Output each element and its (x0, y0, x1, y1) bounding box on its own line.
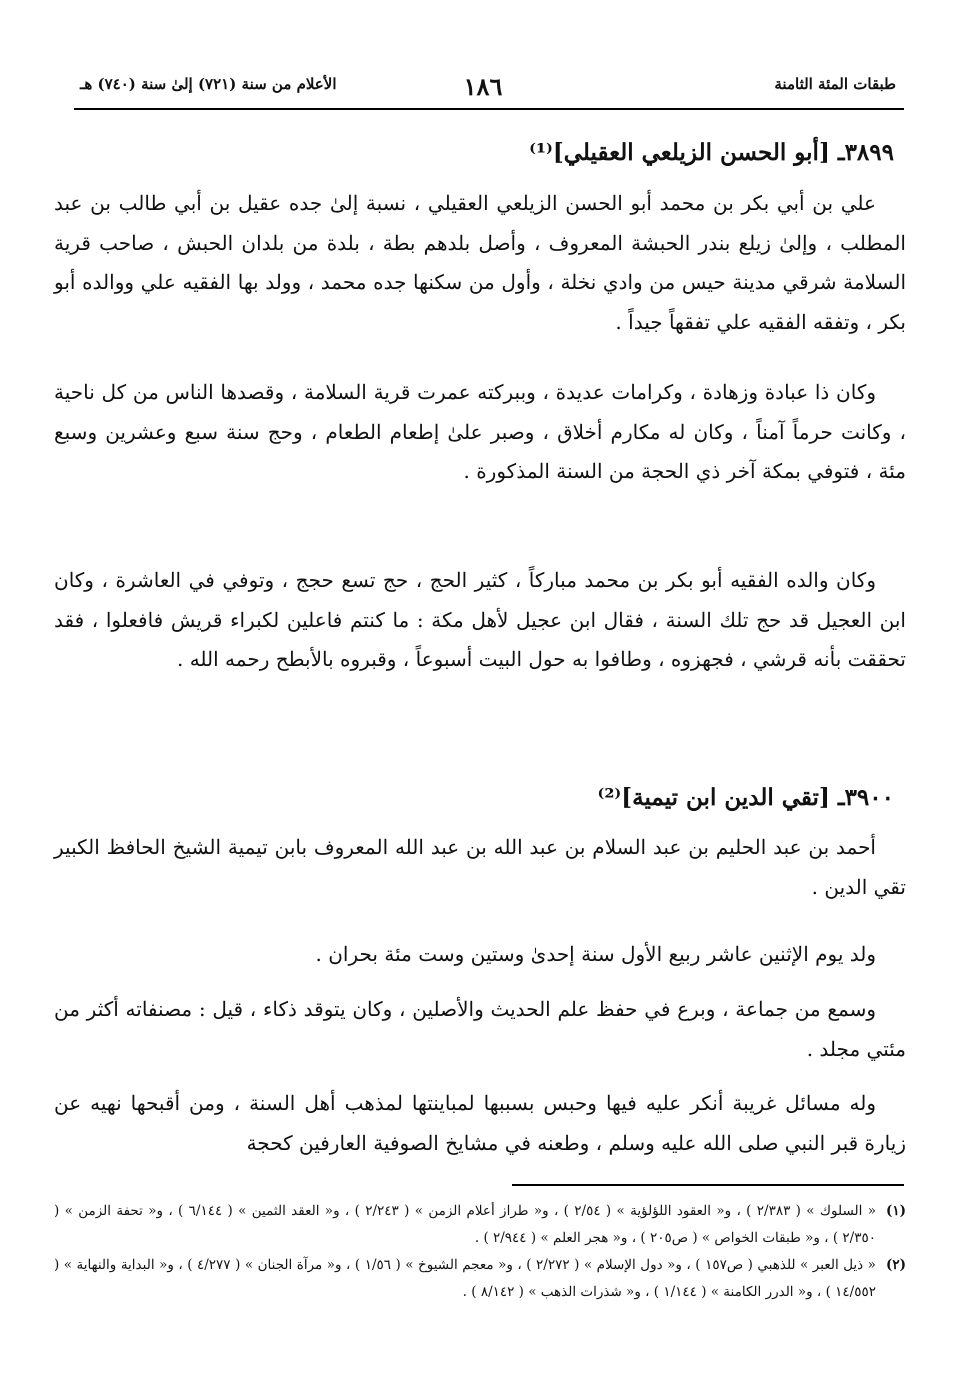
footnotes (54, 1198, 906, 1306)
running-header-section: طبقات المئة الثامنة (774, 75, 896, 93)
paragraph: وكان ذا عبادة وزهادة ، وكرامات عديدة ، وببركته عمرت قرية السلامة ، وقصدها الناس من كل ناحية ، وكانت حرماً آمناً ، وكان له مكارم أخلاق ، وصبر علىٰ إطعام الطعام ، وحج سنة سبع وعشرين وسبع مئة ، فتوفي بمكة آخر ذي الحجة من السنة المذكورة . (54, 380, 906, 483)
entry-3899-body-2 (54, 373, 906, 492)
entry-heading: ٣٩٠٠ـ [تقي الدين ابن تيمية]⁽²⁾ (597, 784, 894, 811)
footnote-divider (512, 1184, 904, 1186)
entry-3900-body-3 (54, 990, 906, 1069)
page-number: ١٨٦ (463, 72, 503, 101)
entry-3899-body (54, 184, 906, 342)
footnote (54, 1198, 906, 1252)
entry-3900-body (54, 828, 906, 907)
paragraph: وله مسائل غريبة أنكر عليه فيها وحبس بسببها لمباينتها لمذهب أهل السنة ، ومن أقبحها نهيه عن زيارة قبر النبي صلى الله عليه وسلم ، وطعنه في مشايخ الصوفية العارفين كحجة (54, 1091, 906, 1155)
paragraph: وكان والده الفقيه أبو بكر بن محمد مباركاً ، كثير الحج ، حج تسع حجج ، وتوفي في العاشرة ، وكان ابن العجيل قد حج تلك السنة ، فقال ابن عجيل لأهل مكة : ما كنتم فاعلين لكبراء قريش فافعلوا ، فقد تحققت بأنه قرشي ، فجهزوه ، وطافوا به حول البيت أسبوعاً ، وقبروه بالأبطح رحمه الله . (54, 568, 906, 671)
footnote-text: « ذيل العبر » للذهبي ( ص١٥٧ ) ، و« دول الإسلام » ( ٢/٢٧٢ ) ، و« معجم الشيوخ » ( ١/٥٦ ) ، و« مرآة الجنان » ( ٤/٢٧٧ ) ، و« البداية والنهاية » ( ١٤/٥٥٢ ) ، و« الدرر الكامنة » ( ١/١٤٤ ) ، و« شذرات الذهب » ( ٨/١٤٢ ) . (54, 1257, 876, 1300)
paragraph: ولد يوم الإثنين عاشر ربيع الأول سنة إحدىٰ وستين وست مئة بحران . (315, 942, 876, 966)
footnote-number: (١) (885, 1203, 906, 1219)
running-header-range: الأعلام من سنة (٧٢١) إلىٰ سنة (٧٤٠) هـ (80, 75, 337, 93)
paragraph: علي بن أبي بكر بن محمد أبو الحسن الزيلعي العقيلي ، نسبة إلىٰ جده عقيل بن أبي طالب بن عبد المطلب ، وإلىٰ زيلع بندر الحبشة المعروف ، وأصل بلدهم بطة ، بلدة من بلدان الحبش ، صاحب قرية السلامة شرقي مدينة حيس من وادي نخلة ، وأول من سكنها جده محمد ، وولد بها الفقيه علي ووالده أبو بكر ، وتفقه الفقيه علي تفقهاً جيداً . (54, 191, 906, 334)
footnote-text: « السلوك » ( ٢/٣٨٣ ) ، و« العقود اللؤلؤية » ( ٢/٥٤ ) ، و« طراز أعلام الزمن » ( ٢/٢٤٣ ) ، و« العقد الثمين » ( ٦/١٤٤ ) ، و« تحفة الزمن » ( ٢/٣٥٠ ) ، و« طبقات الخواص » ( ص٢٠٥ ) ، و« هجر العلم » ( ٢/٩٤٤ ) . (54, 1203, 876, 1246)
paragraph: وسمع من جماعة ، وبرع في حفظ علم الحديث والأصلين ، وكان يتوقد ذكاء ، قيل : مصنفاته أكثر من مئتي مجلد . (54, 997, 906, 1061)
entry-3899-body-3 (54, 561, 906, 680)
entry-heading: ٣٨٩٩ـ [أبو الحسن الزيلعي العقيلي]⁽¹⁾ (529, 139, 894, 166)
entry-3900-body-4 (54, 1084, 906, 1163)
paragraph: أحمد بن عبد الحليم بن عبد السلام بن عبد الله بن عبد الله المعروف بابن تيمية الشيخ الحافظ الكبير تقي الدين . (54, 835, 906, 899)
footnote-number: (٢) (885, 1257, 906, 1273)
entry-3900-body-2 (54, 935, 906, 975)
header-divider (74, 108, 904, 110)
footnote (54, 1252, 906, 1306)
entry-3899 (54, 127, 906, 179)
entry-3900 (54, 772, 906, 824)
